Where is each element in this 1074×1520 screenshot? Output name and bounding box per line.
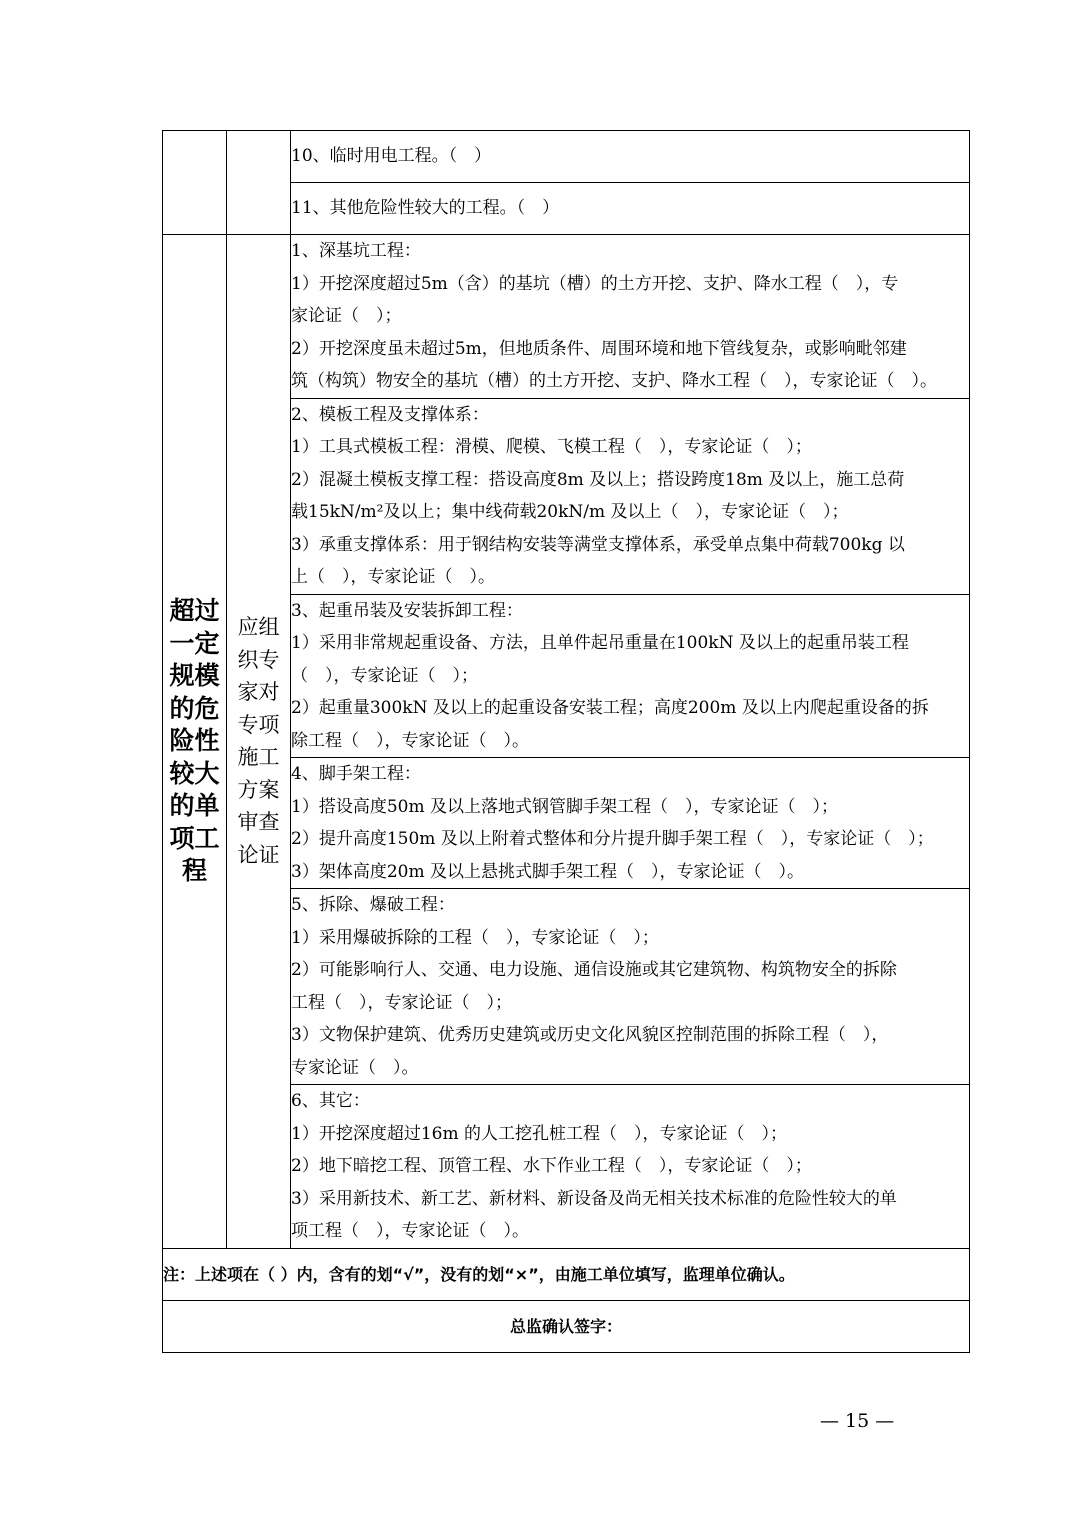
section-line: 2）起重量300kN 及以上的起重设备安装工程；高度200m 及以上内爬起重设备的拆	[291, 698, 929, 718]
section-line: 项工程（ ），专家论证（ ）。	[291, 1221, 529, 1241]
table-row	[163, 131, 970, 183]
section-heading: 6、其它：	[291, 1091, 370, 1111]
action-line: 专项	[237, 712, 280, 737]
action-line: 审查	[237, 810, 280, 835]
category-label	[163, 235, 227, 1249]
section-line: （ ），专家论证（ ）；	[291, 665, 478, 686]
section-demolition-blasting	[291, 889, 970, 1085]
table-row	[163, 235, 970, 399]
section-line: 2）混凝土模板支撑工程：搭设高度8m 及以上；搭设跨度18m 及以上，施工总荷	[291, 469, 905, 490]
section-line: 3）架体高度20m 及以上悬挑式脚手架工程（ ），专家论证（ ）。	[291, 861, 804, 882]
category-line: 项工	[169, 823, 220, 853]
section-scaffolding	[291, 758, 970, 889]
item-other-dangerous: 11、其他危险性较大的工程。（ ）	[291, 183, 970, 235]
action-line: 论证	[237, 842, 280, 867]
section-line: 2）可能影响行人、交通、电力设施、通信设施或其它建筑物、构筑物安全的拆除	[291, 960, 897, 980]
table-row	[163, 1248, 970, 1300]
section-line: 2）开挖深度虽未超过5m，但地质条件、周围环境和地下管线复杂，或影响毗邻建	[291, 338, 907, 359]
action-line: 织专	[237, 647, 280, 672]
category-cell-prev	[163, 131, 227, 235]
category-line: 规模	[169, 661, 220, 690]
item-temp-electricity: 10、临时用电工程。（ ）	[291, 131, 970, 183]
section-line: 2）地下暗挖工程、顶管工程、水下作业工程（ ），专家论证（ ）；	[291, 1156, 812, 1176]
section-other	[291, 1085, 970, 1249]
section-line: 1）开挖深度超过5m（含）的基坑（槽）的土方开挖、支护、降水工程（ ），专	[291, 273, 899, 294]
category-line: 超过	[169, 596, 220, 625]
signature-field[interactable]	[163, 1300, 970, 1352]
category-line: 较大	[169, 758, 220, 788]
signature-label: 总监确认签字：	[509, 1316, 622, 1336]
section-formwork-support	[291, 398, 970, 594]
page-number: — 15 —	[820, 1410, 895, 1432]
section-lifting-installation	[291, 594, 970, 758]
section-line: 载15kN/m²及以上；集中线荷载20kN/m 及以上（ ），专家论证（ ）；	[291, 502, 849, 522]
section-line: 1）采用非常规起重设备、方法，且单件起吊重量在100kN 及以上的起重吊装工程	[291, 633, 909, 653]
section-heading: 2、模板工程及支撑体系：	[291, 404, 489, 425]
action-label	[227, 235, 291, 1249]
section-line: 3）文物保护建筑、优秀历史建筑或历史文化风貌区控制范围的拆除工程（ ），	[291, 1025, 889, 1045]
danger-project-table	[162, 130, 970, 1353]
section-heading: 4、脚手架工程：	[291, 764, 421, 784]
section-heading: 1、深基坑工程：	[291, 241, 421, 261]
section-line: 1）搭设高度50m 及以上落地式钢管脚手架工程（ ），专家论证（ ）；	[291, 796, 838, 817]
section-line: 1）采用爆破拆除的工程（ ），专家论证（ ）；	[291, 927, 659, 948]
category-line: 的危	[169, 693, 220, 723]
section-line: 上（ ），专家论证（ ）。	[291, 567, 495, 587]
category-line: 程	[181, 856, 207, 885]
action-line: 施工	[237, 745, 280, 770]
action-line: 家对	[237, 680, 280, 705]
section-line: 专家论证（ ）。	[291, 1057, 419, 1078]
table-row	[163, 1300, 970, 1352]
note-text: 注：上述项在（ ）内，含有的划“√”，没有的划“×”，由施工单位填写，监理单位确认。	[163, 1248, 970, 1300]
section-line: 3）承重支撑体系：用于钢结构安装等满堂支撑体系，承受单点集中荷载700kg 以	[291, 534, 905, 555]
section-heading: 5、拆除、爆破工程：	[291, 895, 455, 915]
section-line: 工程（ ），专家论证（ ）；	[291, 992, 512, 1013]
category-line: 的单	[169, 791, 220, 820]
section-line: 家论证（ ）；	[291, 306, 402, 326]
section-line: 除工程（ ），专家论证（ ）。	[291, 730, 529, 751]
section-line: 1）开挖深度超过16m 的人工挖孔桩工程（ ），专家论证（ ）；	[291, 1123, 787, 1144]
category-line: 险性	[169, 726, 220, 755]
action-line: 应组	[237, 615, 280, 640]
section-heading: 3、起重吊装及安装拆卸工程：	[291, 600, 523, 621]
section-line: 1）工具式模板工程：滑模、爬模、飞模工程（ ），专家论证（ ）；	[291, 437, 812, 457]
section-line: 3）采用新技术、新工艺、新材料、新设备及尚无相关技术标准的危险性较大的单	[291, 1188, 897, 1209]
section-line: 2）提升高度150m 及以上附着式整体和分片提升脚手架工程（ ），专家论证（ ）；	[291, 829, 934, 849]
action-cell-prev	[227, 131, 291, 235]
action-line: 方案	[237, 777, 280, 802]
category-line: 一定	[169, 628, 220, 658]
section-deep-foundation-pit	[291, 235, 970, 399]
section-line: 筑（构筑）物安全的基坑（槽）的土方开挖、支护、降水工程（ ），专家论证（ ）。	[291, 371, 937, 391]
